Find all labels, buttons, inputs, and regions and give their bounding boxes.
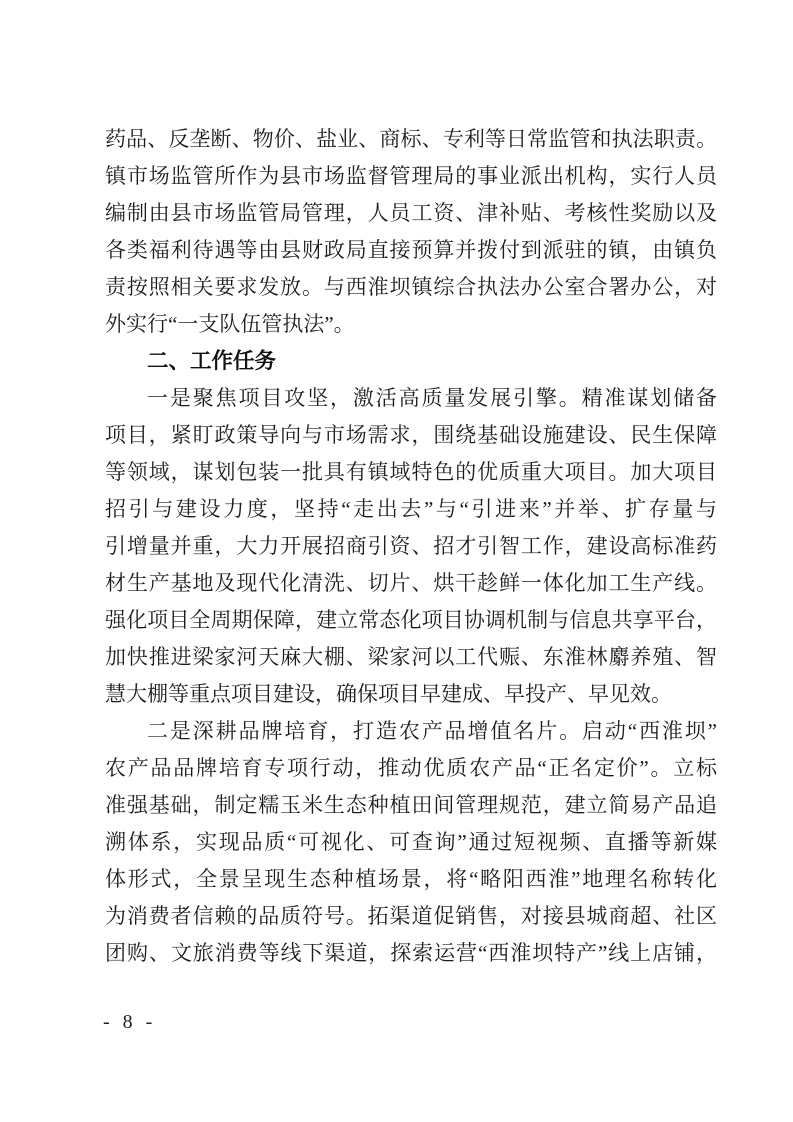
text-line: 为消费者信赖的品质符号。拓渠道促销售，对接县城商超、社区	[105, 904, 717, 928]
text-line: 溯体系，实现品质“可视化、可查询”通过短视频、直播等新媒	[105, 830, 717, 854]
text-line: 二是深耕品牌培育，打造农产品增值名片。启动“西淮坝”	[147, 719, 717, 743]
page-number: - 8 -	[103, 1011, 157, 1033]
text-line: 责按照相关要求发放。与西淮坝镇综合执法办公室合署办公，对	[105, 275, 717, 299]
section-heading: 二、工作任务	[147, 349, 277, 373]
text-line: 项目，紧盯政策导向与市场需求，围绕基础设施建设、民生保障	[105, 423, 717, 447]
text-line: 招引与建设力度，坚持“走出去”与“引进来”并举、扩存量与	[105, 497, 717, 521]
text-line: 加快推进梁家河天麻大棚、梁家河以工代赈、东淮林麝养殖、智	[105, 645, 717, 669]
text-line: 慧大棚等重点项目建设，确保项目早建成、早投产、早见效。	[105, 682, 672, 706]
text-line: 镇市场监管所作为县市场监督管理局的事业派出机构，实行人员	[105, 164, 717, 188]
text-line: 等领域，谋划包装一批具有镇域特色的优质重大项目。加大项目	[105, 460, 717, 484]
text-line: 准强基础，制定糯玉米生态种植田间管理规范，建立简易产品追	[105, 793, 717, 817]
document-body	[105, 121, 717, 972]
text-line: 外实行“一支队伍管执法”。	[105, 312, 355, 336]
text-line: 各类福利待遇等由县财政局直接预算并拨付到派驻的镇，由镇负	[105, 238, 717, 262]
text-line: 材生产基地及现代化清洗、切片、烘干趁鲜一体化加工生产线。	[105, 571, 717, 595]
text-line: 编制由县市场监管局管理，人员工资、津补贴、考核性奖励以及	[105, 201, 717, 225]
text-line: 药品、反垄断、物价、盐业、商标、专利等日常监管和执法职责。	[105, 127, 717, 151]
text-line: 强化项目全周期保障，建立常态化项目协调机制与信息共享平台，	[105, 608, 717, 632]
text-line: 体形式，全景呈现生态种植场景，将“略阳西淮”地理名称转化	[105, 867, 717, 891]
text-line: 农产品品牌培育专项行动，推动优质农产品“正名定价”。立标	[105, 756, 717, 780]
text-line: 团购、文旅消费等线下渠道，探索运营“西淮坝特产”线上店铺，	[105, 941, 717, 965]
text-line: 引增量并重，大力开展招商引资、招才引智工作，建设高标准药	[105, 534, 717, 558]
text-line: 一是聚焦项目攻坚，激活高质量发展引擎。精准谋划储备	[147, 386, 717, 410]
